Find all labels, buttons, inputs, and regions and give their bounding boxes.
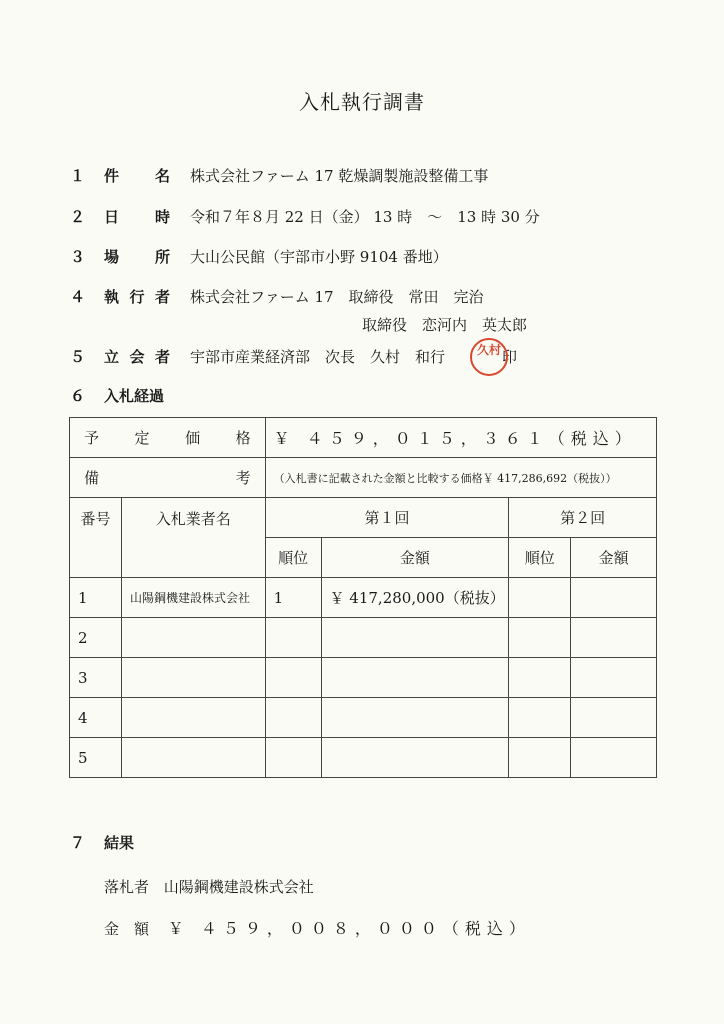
row-bidder	[121, 658, 265, 698]
item-label: 日 時	[104, 208, 170, 226]
table-row	[70, 738, 657, 778]
item-label: 立 会 者	[104, 348, 170, 366]
planned-price-label: 予 定 価 格	[70, 418, 266, 458]
row-r2-amount	[571, 618, 657, 658]
item-number: ３	[70, 248, 86, 266]
planned-price-value: ￥ ４５９，０１５，３６１（税込）	[265, 418, 656, 458]
item-label: 場 所	[104, 248, 170, 266]
winner-line	[104, 876, 314, 897]
row-r1-amount	[321, 658, 509, 698]
item-value: 株式会社ファーム 17 乾燥調製施設整備工事	[190, 167, 489, 185]
round2-header: 第２回	[509, 498, 657, 538]
round1-header: 第１回	[265, 498, 509, 538]
item-number: ７	[70, 834, 86, 852]
col-bidder-header: 入札業者名	[121, 498, 265, 578]
remarks-label: 備 考	[70, 458, 266, 498]
col-number-header: 番号	[70, 498, 122, 578]
row-r1-rank	[265, 738, 321, 778]
item-number: ２	[70, 208, 86, 226]
row-r1-rank: 1	[265, 578, 321, 618]
seal-char: 印	[502, 348, 518, 366]
item-number: ５	[70, 348, 86, 366]
winner-name: 山陽鋼機建設株式会社	[163, 878, 314, 896]
row-r2-rank	[509, 578, 571, 618]
document-title: 入札執行調書	[299, 90, 425, 114]
row-r2-amount	[571, 658, 657, 698]
item-label: 結果	[104, 834, 135, 852]
row-bidder: 山陽鋼機建設株式会社	[121, 578, 265, 618]
row-bidder	[121, 618, 265, 658]
item-number: ４	[70, 288, 86, 306]
row-number: 3	[70, 658, 122, 698]
table-row	[70, 698, 657, 738]
row-r2-amount	[571, 738, 657, 778]
item-value: 大山公民館（宇部市小野 9104 番地）	[190, 248, 448, 266]
table-row	[70, 658, 657, 698]
row-r2-rank	[509, 738, 571, 778]
table-row	[70, 618, 657, 658]
executor-line2: 取締役 恋河内 英太郎	[362, 316, 528, 334]
bid-table	[69, 417, 657, 778]
round1-amount-header: 金額	[321, 538, 509, 578]
round2-rank-header: 順位	[509, 538, 571, 578]
row-r1-amount	[321, 618, 509, 658]
winner-label: 落札者	[104, 878, 150, 896]
row-r1-rank	[265, 618, 321, 658]
item-value: 株式会社ファーム 17 取締役 常田 完治	[190, 288, 484, 306]
row-r2-rank	[509, 698, 571, 738]
remarks-row	[70, 458, 657, 498]
item-value: 令和７年８月 22 日（金） 13 時 ～ 13 時 30 分	[190, 208, 540, 226]
item-number: １	[70, 167, 86, 185]
item-label: 入札経過	[104, 387, 165, 405]
row-number: 5	[70, 738, 122, 778]
row-r1-rank	[265, 698, 321, 738]
row-r1-amount	[321, 698, 509, 738]
planned-price-row	[70, 418, 657, 458]
round1-rank-header: 順位	[265, 538, 321, 578]
row-r1-amount	[321, 738, 509, 778]
row-r2-amount	[571, 578, 657, 618]
row-r2-rank	[509, 618, 571, 658]
amount-value: ￥ ４５９，００８，０００（税込）	[167, 919, 531, 938]
row-bidder	[121, 738, 265, 778]
row-number: 4	[70, 698, 122, 738]
item-label: 件 名	[104, 167, 170, 185]
header-row	[70, 498, 657, 538]
row-number: 2	[70, 618, 122, 658]
seal-stamp-icon: 久村	[470, 338, 508, 376]
row-number: 1	[70, 578, 122, 618]
amount-label: 金 額	[104, 920, 150, 938]
item-label: 執 行 者	[104, 288, 170, 306]
item-value: 宇部市産業経済部 次長 久村 和行	[190, 348, 446, 366]
row-r2-rank	[509, 658, 571, 698]
item-number: ６	[70, 387, 86, 405]
row-r1-amount: ￥ 417,280,000（税抜）	[321, 578, 509, 618]
row-r1-rank	[265, 658, 321, 698]
amount-line	[104, 916, 531, 939]
remarks-value: （入札書に記載された金額と比較する価格￥ 417,286,692（税抜））	[265, 458, 656, 498]
row-r2-amount	[571, 698, 657, 738]
round2-amount-header: 金額	[571, 538, 657, 578]
table-row	[70, 578, 657, 618]
row-bidder	[121, 698, 265, 738]
